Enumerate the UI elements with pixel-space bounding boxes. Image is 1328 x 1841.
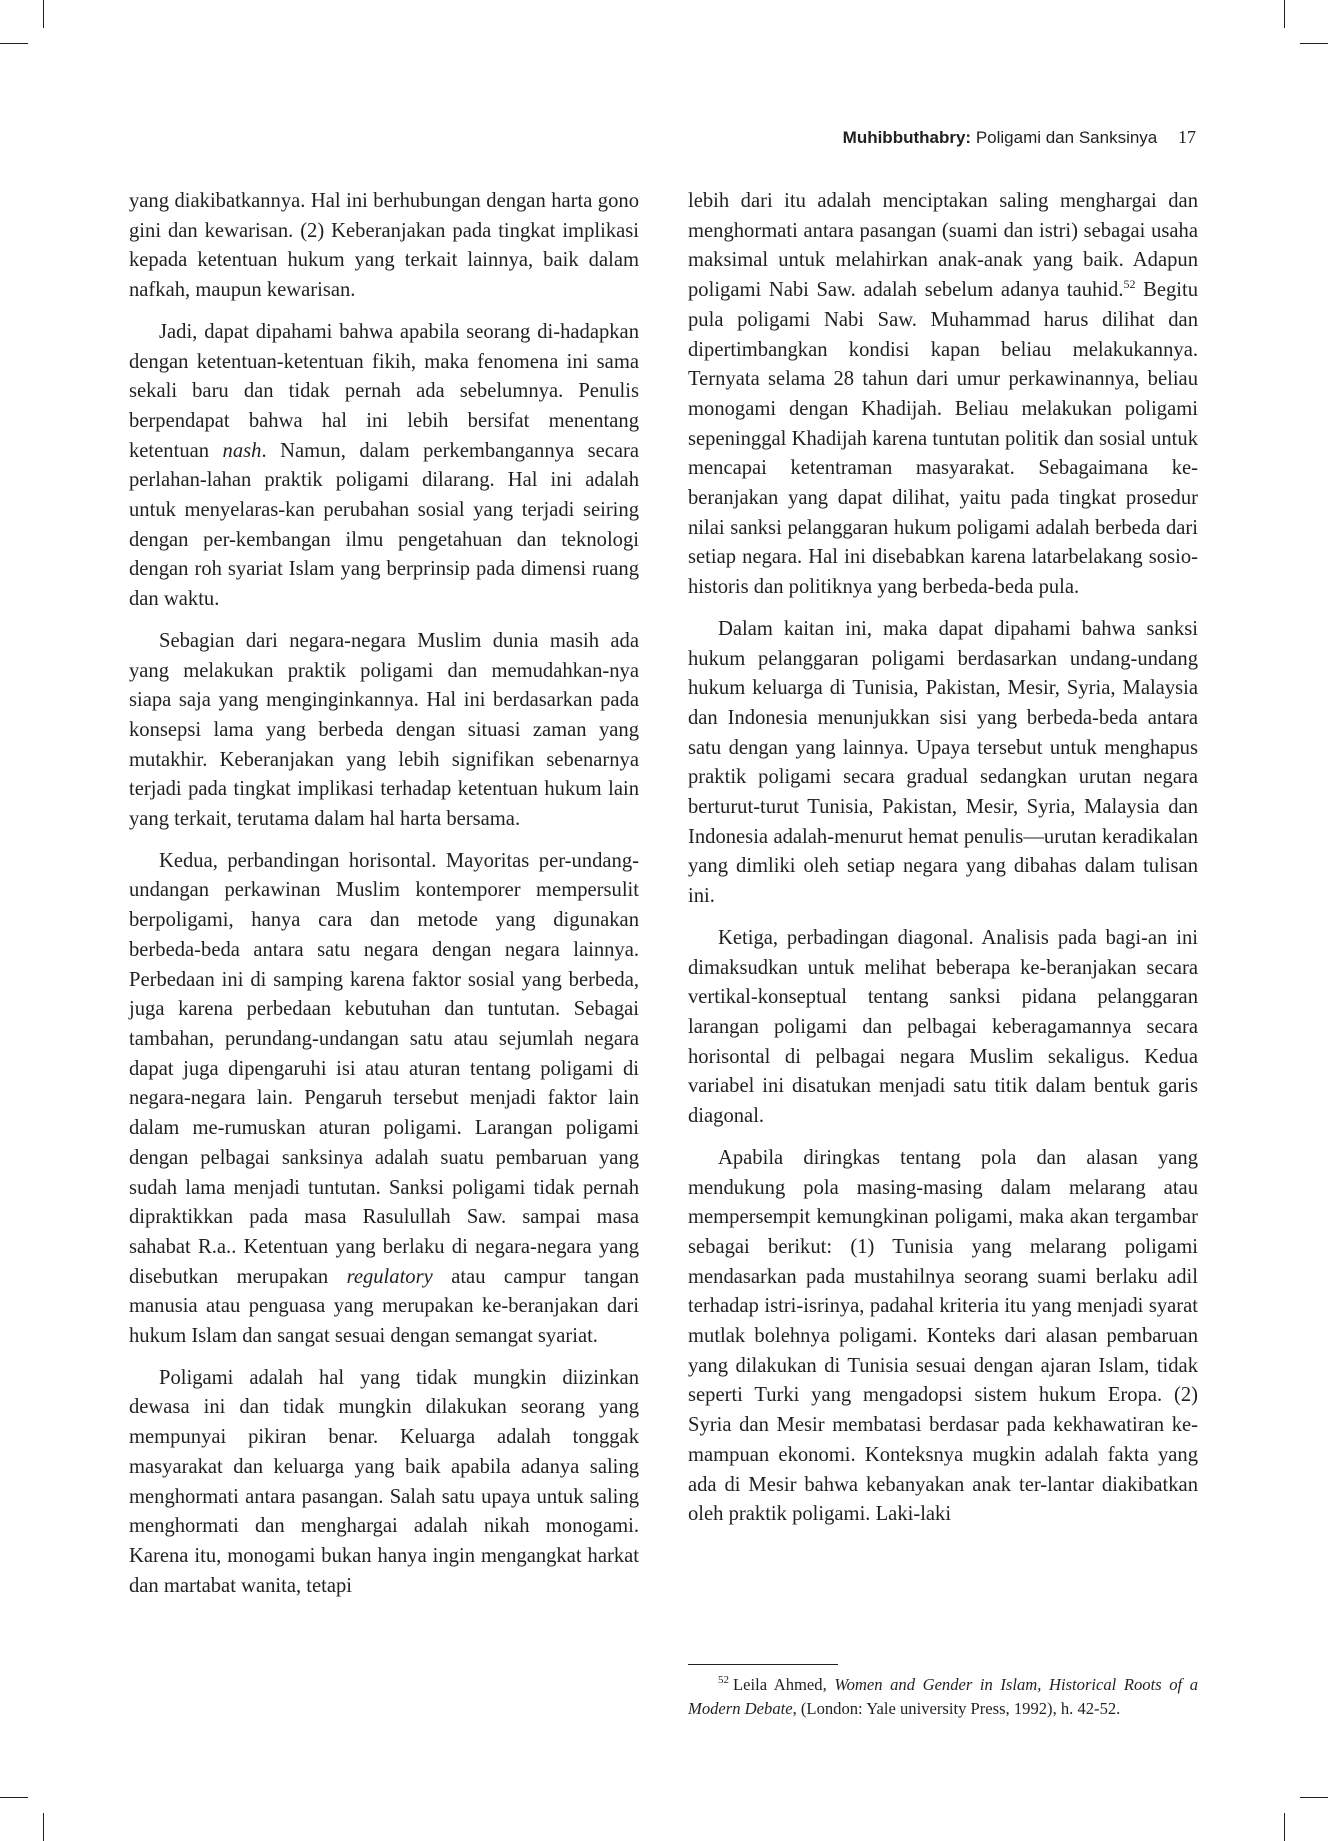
footnote-rule bbox=[688, 1664, 838, 1665]
footnote-details: , (London: Yale university Press, 1992), h. 42-52. bbox=[792, 1699, 1121, 1718]
paragraph bbox=[688, 187, 1198, 603]
italic-term: regulatory bbox=[346, 1265, 433, 1288]
paragraph bbox=[129, 847, 639, 1352]
paragraph: Sebagian dari negara-negara Muslim dunia masih ada yang melakukan praktik poligami dan memudahkan-nya siapa saja yang menginginkannya. Hal ini berdasarkan pada konsepsi lama yang berbeda dengan situasi zaman yang mutakhir. Keberanjakan yang lebih signifikan sebenarnya terjadi pada tingkat implikasi terhadap ketentuan hukum lain yang terkait, terutama dalam hal harta bersama. bbox=[129, 629, 639, 831]
paragraph: Apabila diringkas tentang pola dan alasan yang mendukung pola masing-masing dalam melarang atau mempersempit kemungkinan poligami, maka akan tergambar sebagai berikut: (1) Tunisia yang melarang poligami mendasarkan pada mustahilnya seorang suami berlaku adil terhadap istri-isrinya, padahal kriteria itu yang menjadi syarat mutlak bolehnya poligami. Konteks dari alasan pembaruan yang dilakukan di Tunisia sesuai dengan ajaran Islam, tidak seperti Turki yang mengadopsi sistem hukum Eropa. (2) Syria dan Mesir membatasi berdasar pada kekhawatiran ke-mampuan ekonomi. Konteksnya mugkin adalah fakta yang ada di Mesir bahwa kebanyakan anak ter-lantar diakibatkan oleh praktik poligami. Laki-laki bbox=[688, 1146, 1198, 1526]
crop-mark bbox=[43, 0, 44, 28]
crop-mark bbox=[1300, 43, 1328, 44]
footnote-number: 52 bbox=[718, 1674, 729, 1687]
page-number: 17 bbox=[1178, 127, 1196, 147]
crop-mark bbox=[1284, 1813, 1285, 1841]
text-run: Kedua, perbandingan horisontal. Mayoritas per-undang-undangan perkawinan Muslim kontemporer mempersulit berpoligami, hanya cara dan metode yang digunakan berbeda-beda antara satu negara dengan negara lainnya. Perbedaan ini di samping karena faktor sosial yang berbeda, juga karena perbedaan kebutuhan dan tuntutan. Sebagai tambahan, perundang-undangan satu atau sejumlah negara dapat juga dipengaruhi isi atau aturan tentang poligami di negara-negara lain. Pengaruh tersebut menjadi faktor lain dalam me-rumuskan aturan poligami. Larangan poligami dengan pelbagai sanksinya adalah suatu pembaruan yang sudah lama menjadi tuntutan. Sanksi poligami tidak pernah dipraktikkan pada masa Rasulullah Saw. sampai masa sahabat R.a.. Ketentuan yang berlaku di negara-negara yang disebutkan merupakan bbox=[129, 849, 639, 1288]
paragraph: Poligami adalah hal yang tidak mungkin diizinkan dewasa ini dan tidak mungkin dilakukan seorang yang mempunyai pikiran benar. Keluarga adalah tonggak masyarakat dan keluarga yang baik apabila adanya saling menghormati antara pasangan. Salah satu upaya untuk saling menghormati dan menghargai adalah nikah monogami. Karena itu, monogami bukan hanya ingin mengangkat harkat dan martabat wanita, tetapi bbox=[129, 1366, 639, 1597]
footnote-author: Leila Ahmed, bbox=[733, 1675, 835, 1694]
header-title: Poligami dan Sanksinya bbox=[975, 128, 1158, 147]
left-column bbox=[129, 187, 639, 1613]
paragraph: Dalam kaitan ini, maka dapat dipahami bahwa sanksi hukum pelanggaran poligami berdasarkan undang-undang hukum keluarga di Tunisia, Pakistan, Mesir, Syria, Malaysia dan Indonesia menunjukkan sisi yang berbeda-beda antara satu dengan yang lainnya. Upaya tersebut untuk menghapus praktik poligami secara gradual sedangkan urutan negara berturut-turut Tunisia, Pakistan, Mesir, Syria, Malaysia dan Indonesia adalah-menurut hemat penulis—urutan keradikalan yang dimliki oleh setiap negara yang dibahas dalam tulisan ini. bbox=[688, 617, 1198, 908]
footnote-title: Women and Gender in Islam, Historical Roots of a Modern Debate bbox=[688, 1675, 1198, 1718]
crop-mark bbox=[1300, 1797, 1328, 1798]
text-run: atau campur tangan manusia atau penguasa yang merupakan ke-beranjakan dari hukum Islam dan sangat sesuai dengan semangat syariat. bbox=[129, 1265, 639, 1348]
text-run: Jadi, dapat dipahami bahwa apabila seorang di-hadapkan dengan ketentuan-ketentuan fikih, maka fenomena ini sama sekali baru dan tidak pernah ada sebelumnya. Penulis berpendapat bahwa hal ini lebih bersifat menentang ketentuan bbox=[129, 320, 639, 462]
crop-mark bbox=[0, 43, 28, 44]
italic-term: nash bbox=[222, 439, 262, 462]
paragraph bbox=[129, 318, 639, 615]
text-run: Begitu pula poligami Nabi Saw. Muhammad harus dilihat dan dipertimbangkan kondisi kapan beliau melakukannya. Ternyata selama 28 tahun dari umur perkawinannya, beliau monogami dengan Khadijah. Beliau melakukan poligami sepeninggal Khadijah karena tuntutan politik dan sosial untuk mencapai ketentraman masyarakat. Sebagaimana ke-beranjakan yang dapat dilihat, yaitu pada tingkat prosedur nilai sanksi pelanggaran hukum poligami adalah berbeda dari setiap negara. Hal ini disebabkan karena latarbelakang sosio-historis dan politiknya yang berbeda-beda pula. bbox=[688, 279, 1199, 599]
right-column bbox=[688, 187, 1198, 1542]
running-header bbox=[843, 127, 1196, 148]
text-run: . Namun, dalam perkembangannya secara perlahan-lahan praktik poligami dilarang. Hal ini adalah untuk menyelaras-kan perubahan sosial yang terjadi seiring dengan per-kembangan ilmu pengetahuan dan teknologi dengan roh syariat Islam yang berprinsip pada dimensi ruang dan waktu. bbox=[129, 439, 639, 611]
paragraph: Ketiga, perbadingan diagonal. Analisis pada bagi-an ini dimaksudkan untuk melihat beberapa ke-beranjakan secara vertikal-konseptual tentang sanksi pidana pelanggaran larangan poligami dan pelbagai keberagamannya secara horisontal di pelbagai negara Muslim sekaligus. Kedua variabel ini disatukan menjadi satu titik dalam bentuk garis diagonal. bbox=[688, 926, 1198, 1128]
header-author: Muhibbuthabry: bbox=[842, 128, 972, 147]
crop-mark bbox=[43, 1813, 44, 1841]
footnote bbox=[688, 1673, 1198, 1721]
paragraph: yang diakibatkannya. Hal ini berhubungan dengan harta gono gini dan kewarisan. (2) Keberanjakan pada tingkat implikasi kepada ketentuan hukum yang terkait lainnya, baik dalam nafkah, maupun kewarisan. bbox=[129, 190, 639, 302]
text-run: lebih dari itu adalah menciptakan saling menghargai dan menghormati antara pasangan (suami dan istri) sebagai usaha maksimal untuk melahirkan anak-anak yang baik. Adapun poligami Nabi Saw. adalah sebelum adanya tauhid. bbox=[688, 190, 1198, 302]
crop-mark bbox=[1284, 0, 1285, 28]
footnote-reference[interactable]: 52 bbox=[1123, 277, 1136, 292]
crop-mark bbox=[0, 1797, 28, 1798]
